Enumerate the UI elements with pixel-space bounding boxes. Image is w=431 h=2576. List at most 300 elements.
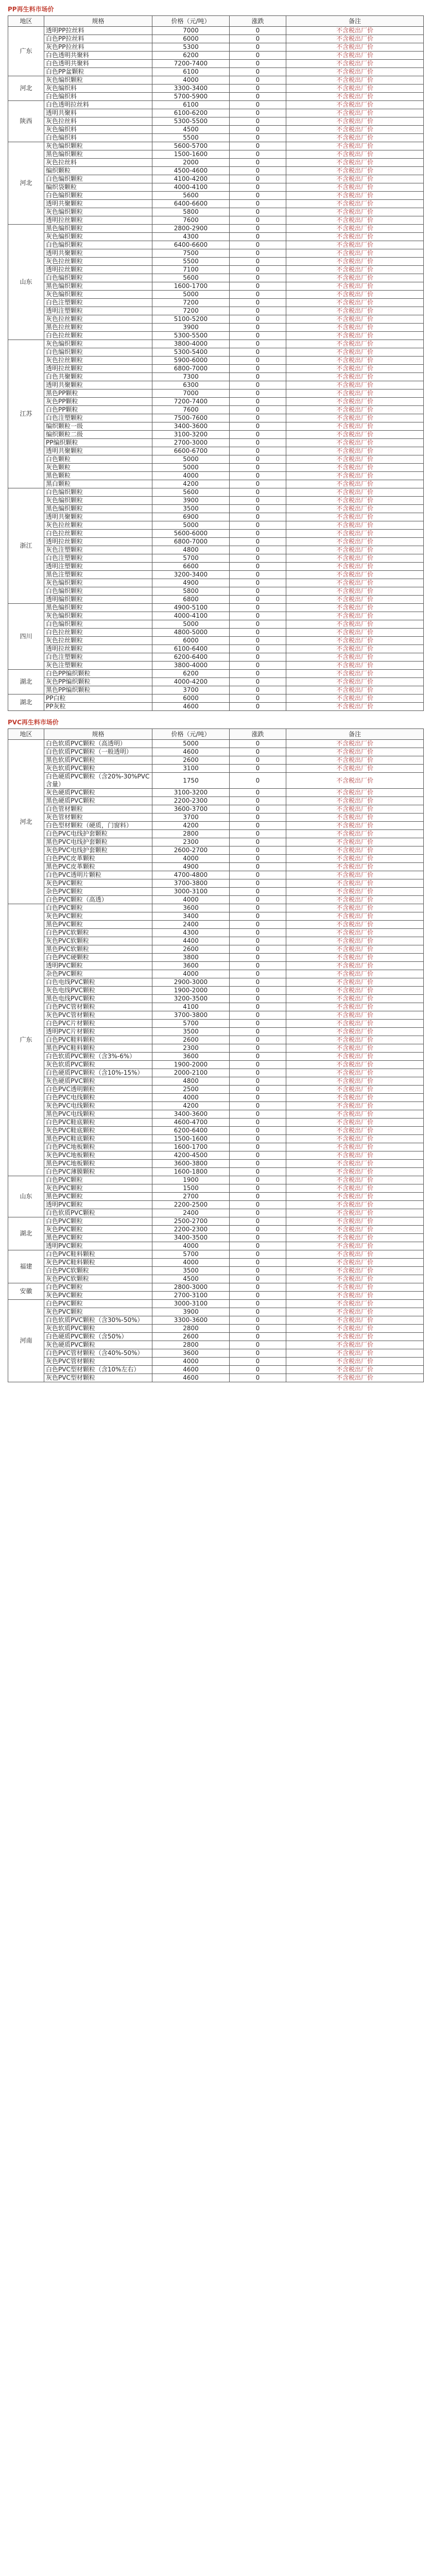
price-cell: 5700-5900 bbox=[152, 93, 230, 101]
price-cell: 7200 bbox=[152, 307, 230, 315]
spec-cell: 白色拉丝颗粒 bbox=[44, 332, 152, 340]
spec-cell: 灰色PVC颗粒 bbox=[44, 1226, 152, 1234]
note-cell: 不含税出厂价 bbox=[286, 266, 424, 274]
change-cell: 0 bbox=[230, 1151, 286, 1160]
note-cell: 不含税出厂价 bbox=[286, 1094, 424, 1102]
page bbox=[0, 5, 431, 1382]
note-cell: 不含税出厂价 bbox=[286, 1143, 424, 1151]
spec-cell: 灰色PVC型材颗粒 bbox=[44, 1374, 152, 1382]
change-cell: 0 bbox=[230, 521, 286, 530]
spec-cell: 灰色编织颗粒 bbox=[44, 76, 152, 84]
price-cell: 7000 bbox=[152, 27, 230, 35]
price-cell: 3600-3800 bbox=[152, 1160, 230, 1168]
change-cell: 0 bbox=[230, 1358, 286, 1366]
note-cell: 不含税出厂价 bbox=[286, 1217, 424, 1226]
spec-cell: 灰色PVC颗粒 bbox=[44, 1184, 152, 1193]
table-row bbox=[8, 315, 424, 324]
change-cell: 0 bbox=[230, 1341, 286, 1349]
spec-cell: 黑色拉丝颗粒 bbox=[44, 324, 152, 332]
table-row bbox=[8, 472, 424, 480]
table-row bbox=[8, 765, 424, 773]
change-cell: 0 bbox=[230, 987, 286, 995]
price-cell: 2200-2300 bbox=[152, 1226, 230, 1234]
note-cell: 不含税出厂价 bbox=[286, 216, 424, 225]
spec-cell: 白色透明拉丝料 bbox=[44, 101, 152, 109]
price-cell: 6100 bbox=[152, 101, 230, 109]
table-row bbox=[8, 60, 424, 68]
change-cell: 0 bbox=[230, 93, 286, 101]
price-cell: 5300-5400 bbox=[152, 348, 230, 357]
price-cell: 4500-4600 bbox=[152, 167, 230, 175]
change-cell: 0 bbox=[230, 414, 286, 422]
spec-cell: 白色注塑颗粒 bbox=[44, 414, 152, 422]
spec-cell: 白色管材颗粒 bbox=[44, 805, 152, 814]
spec-cell: 灰色PVC颗粒 bbox=[44, 1308, 152, 1316]
price-cell: 4700-4800 bbox=[152, 871, 230, 879]
price-cell: 1900-2000 bbox=[152, 987, 230, 995]
table-row bbox=[8, 554, 424, 563]
table-row bbox=[8, 546, 424, 554]
price-cell: 3600 bbox=[152, 1053, 230, 1061]
change-cell: 0 bbox=[230, 109, 286, 117]
note-cell: 不含税出厂价 bbox=[286, 497, 424, 505]
spec-cell: 黑色PVC皮革颗粒 bbox=[44, 863, 152, 871]
spec-cell: 黑色PP编织颗粒 bbox=[44, 686, 152, 694]
table-row bbox=[8, 879, 424, 888]
spec-cell: 灰色PP编织颗粒 bbox=[44, 678, 152, 686]
table-row bbox=[8, 93, 424, 101]
table-row bbox=[8, 1011, 424, 1020]
note-cell: 不含税出厂价 bbox=[286, 307, 424, 315]
spec-cell: 黑色PVC电线颗粒 bbox=[44, 1110, 152, 1118]
table-row bbox=[8, 995, 424, 1003]
price-cell: 6600 bbox=[152, 563, 230, 571]
note-cell: 不含税出厂价 bbox=[286, 1086, 424, 1094]
price-cell: 4000-4200 bbox=[152, 678, 230, 686]
table-row bbox=[8, 27, 424, 35]
note-cell: 不含税出厂价 bbox=[286, 464, 424, 472]
note-cell: 不含税出厂价 bbox=[286, 756, 424, 765]
spec-cell: 透明共聚颗粒 bbox=[44, 249, 152, 258]
price-cell: 3500 bbox=[152, 1267, 230, 1275]
table-row bbox=[8, 871, 424, 879]
note-cell: 不含税出厂价 bbox=[286, 398, 424, 406]
spec-cell: 透明PVC片材颗粒 bbox=[44, 1028, 152, 1036]
spec-cell: 白色PVC软颗粒 bbox=[44, 1267, 152, 1275]
spec-cell: 白色共聚颗粒 bbox=[44, 373, 152, 381]
table-row bbox=[8, 530, 424, 538]
change-cell: 0 bbox=[230, 1300, 286, 1308]
table-row bbox=[8, 1193, 424, 1201]
change-cell: 0 bbox=[230, 1118, 286, 1127]
note-cell: 不含税出厂价 bbox=[286, 962, 424, 970]
price-cell: 7500-7600 bbox=[152, 414, 230, 422]
table-row bbox=[8, 1275, 424, 1283]
change-cell: 0 bbox=[230, 126, 286, 134]
spec-cell: 白色软质PVC颗粒（高透明） bbox=[44, 740, 152, 748]
spec-cell: 灰色PVC软颗粒 bbox=[44, 1275, 152, 1283]
note-cell: 不含税出厂价 bbox=[286, 945, 424, 954]
price-cell: 7500 bbox=[152, 249, 230, 258]
price-cell: 3800 bbox=[152, 954, 230, 962]
note-cell: 不含税出厂价 bbox=[286, 1069, 424, 1077]
price-cell: 3200-3500 bbox=[152, 995, 230, 1003]
table-row bbox=[8, 1143, 424, 1151]
note-cell: 不含税出厂价 bbox=[286, 1201, 424, 1209]
spec-cell: 白色PVC皮革颗粒 bbox=[44, 855, 152, 863]
spec-cell: 灰色拉丝颗粒 bbox=[44, 315, 152, 324]
table-row bbox=[8, 970, 424, 978]
price-cell: 2000 bbox=[152, 159, 230, 167]
price-cell: 5000 bbox=[152, 455, 230, 464]
change-cell: 0 bbox=[230, 846, 286, 855]
change-cell: 0 bbox=[230, 1086, 286, 1094]
region-cell: 山东 bbox=[8, 225, 44, 340]
table-row bbox=[8, 521, 424, 530]
price-cell: 1500-1600 bbox=[152, 150, 230, 159]
change-cell: 0 bbox=[230, 789, 286, 797]
note-cell: 不含税出厂价 bbox=[286, 414, 424, 422]
change-cell: 0 bbox=[230, 571, 286, 579]
note-cell: 不含税出厂价 bbox=[286, 117, 424, 126]
table-row bbox=[8, 142, 424, 150]
price-cell: 3000-3100 bbox=[152, 888, 230, 896]
spec-cell: 白色PVC颗粒 bbox=[44, 1300, 152, 1308]
note-cell: 不含税出厂价 bbox=[286, 937, 424, 945]
note-cell: 不含税出厂价 bbox=[286, 1275, 424, 1283]
note-cell: 不含税出厂价 bbox=[286, 291, 424, 299]
note-cell: 不含税出厂价 bbox=[286, 805, 424, 814]
spec-cell: 灰色软质PVC颗粒 bbox=[44, 765, 152, 773]
price-cell: 4800 bbox=[152, 1077, 230, 1086]
change-cell: 0 bbox=[230, 1036, 286, 1044]
note-cell: 不含税出厂价 bbox=[286, 978, 424, 987]
spec-cell: 灰色PVC鞋底颗粒 bbox=[44, 1127, 152, 1135]
table-row bbox=[8, 84, 424, 93]
table-row bbox=[8, 604, 424, 612]
spec-cell: 白色PVC透明颗粒 bbox=[44, 1086, 152, 1094]
price-cell: 4000 bbox=[152, 855, 230, 863]
change-cell: 0 bbox=[230, 945, 286, 954]
price-cell: 6100 bbox=[152, 68, 230, 76]
change-cell: 0 bbox=[230, 1374, 286, 1382]
col-header-change: 涨跌 bbox=[230, 16, 286, 27]
change-cell: 0 bbox=[230, 398, 286, 406]
price-cell: 6200-6400 bbox=[152, 1127, 230, 1135]
note-cell: 不含税出厂价 bbox=[286, 93, 424, 101]
change-cell: 0 bbox=[230, 1069, 286, 1077]
change-cell: 0 bbox=[230, 978, 286, 987]
change-cell: 0 bbox=[230, 332, 286, 340]
change-cell: 0 bbox=[230, 282, 286, 291]
change-cell: 0 bbox=[230, 604, 286, 612]
spec-cell: 白色PVC电线护套颗粒 bbox=[44, 830, 152, 838]
note-cell: 不含税出厂价 bbox=[286, 431, 424, 439]
price-table bbox=[8, 728, 424, 1382]
note-cell: 不含税出厂价 bbox=[286, 126, 424, 134]
note-cell: 不含税出厂价 bbox=[286, 505, 424, 513]
price-cell: 2400 bbox=[152, 1209, 230, 1217]
note-cell: 不含税出厂价 bbox=[286, 1077, 424, 1086]
change-cell: 0 bbox=[230, 995, 286, 1003]
table-row bbox=[8, 1168, 424, 1176]
section-title: PVC再生料市场价 bbox=[8, 719, 59, 726]
spec-cell: 灰色编织颗粒 bbox=[44, 233, 152, 241]
region-cell: 山东 bbox=[8, 1176, 44, 1217]
table-row bbox=[8, 192, 424, 200]
spec-cell: 白色PP盆颗粒 bbox=[44, 68, 152, 76]
price-cell: 5600 bbox=[152, 192, 230, 200]
note-cell: 不含税出厂价 bbox=[286, 653, 424, 662]
price-cell: 5900-6000 bbox=[152, 357, 230, 365]
region-cell: 安徽 bbox=[8, 1283, 44, 1300]
price-cell: 3900 bbox=[152, 1308, 230, 1316]
price-cell: 6400-6600 bbox=[152, 200, 230, 208]
spec-cell: 透明拉丝颗粒 bbox=[44, 645, 152, 653]
price-cell: 2600 bbox=[152, 756, 230, 765]
spec-cell: 白色编织颗粒 bbox=[44, 488, 152, 497]
table-row bbox=[8, 888, 424, 896]
change-cell: 0 bbox=[230, 241, 286, 249]
note-cell: 不含税出厂价 bbox=[286, 348, 424, 357]
change-cell: 0 bbox=[230, 225, 286, 233]
table-row bbox=[8, 134, 424, 142]
table-row bbox=[8, 571, 424, 579]
change-cell: 0 bbox=[230, 513, 286, 521]
table-row bbox=[8, 1176, 424, 1184]
change-cell: 0 bbox=[230, 1275, 286, 1283]
col-header-price: 价格（元/吨） bbox=[152, 16, 230, 27]
table-row bbox=[8, 703, 424, 711]
table-row bbox=[8, 422, 424, 431]
price-cell: 2400 bbox=[152, 921, 230, 929]
pvc-price-section bbox=[8, 718, 423, 1382]
note-cell: 不含税出厂价 bbox=[286, 1242, 424, 1250]
price-cell: 2600 bbox=[152, 1333, 230, 1341]
change-cell: 0 bbox=[230, 678, 286, 686]
change-cell: 0 bbox=[230, 167, 286, 175]
price-cell: 4000 bbox=[152, 896, 230, 904]
spec-cell: PP灰粒 bbox=[44, 703, 152, 711]
price-cell: 6200 bbox=[152, 52, 230, 60]
price-cell: 6800 bbox=[152, 596, 230, 604]
note-cell: 不含税出厂价 bbox=[286, 60, 424, 68]
table-row bbox=[8, 1366, 424, 1374]
table-row bbox=[8, 1292, 424, 1300]
change-cell: 0 bbox=[230, 1110, 286, 1118]
spec-cell: 白色编织料 bbox=[44, 134, 152, 142]
note-cell: 不含税出厂价 bbox=[286, 439, 424, 447]
note-cell: 不含税出厂价 bbox=[286, 1118, 424, 1127]
change-cell: 0 bbox=[230, 871, 286, 879]
note-cell: 不含税出厂价 bbox=[286, 150, 424, 159]
region-cell: 河北 bbox=[8, 142, 44, 225]
region-cell: 广东 bbox=[8, 27, 44, 76]
spec-cell: 白色硬质PVC颗粒（含10%-15%） bbox=[44, 1069, 152, 1077]
spec-cell: 白色PVC鞋料颗粒 bbox=[44, 1036, 152, 1044]
price-cell: 2700-3100 bbox=[152, 1292, 230, 1300]
price-cell: 1500 bbox=[152, 1184, 230, 1193]
spec-cell: 灰色管材颗粒 bbox=[44, 814, 152, 822]
table-row bbox=[8, 241, 424, 249]
note-cell: 不含税出厂价 bbox=[286, 987, 424, 995]
note-cell: 不含税出厂价 bbox=[286, 455, 424, 464]
table-row bbox=[8, 1226, 424, 1234]
note-cell: 不含税出厂价 bbox=[286, 299, 424, 307]
table-row bbox=[8, 35, 424, 43]
spec-cell: PP白粒 bbox=[44, 694, 152, 703]
table-row bbox=[8, 1358, 424, 1366]
price-cell: 3800-4000 bbox=[152, 340, 230, 348]
price-cell: 6200-6400 bbox=[152, 653, 230, 662]
price-cell: 2600 bbox=[152, 1036, 230, 1044]
change-cell: 0 bbox=[230, 175, 286, 183]
table-row bbox=[8, 455, 424, 464]
price-cell: 3100 bbox=[152, 765, 230, 773]
price-cell: 4000 bbox=[152, 76, 230, 84]
note-cell: 不含税出厂价 bbox=[286, 1102, 424, 1110]
change-cell: 0 bbox=[230, 554, 286, 563]
change-cell: 0 bbox=[230, 637, 286, 645]
table-row bbox=[8, 1086, 424, 1094]
price-cell: 6300 bbox=[152, 381, 230, 389]
note-cell: 不含税出厂价 bbox=[286, 447, 424, 455]
price-cell: 4900 bbox=[152, 863, 230, 871]
price-cell: 5800 bbox=[152, 587, 230, 596]
table-row bbox=[8, 945, 424, 954]
change-cell: 0 bbox=[230, 447, 286, 455]
price-cell: 3800-4000 bbox=[152, 662, 230, 670]
note-cell: 不含税出厂价 bbox=[286, 921, 424, 929]
price-cell: 3500 bbox=[152, 505, 230, 513]
note-cell: 不含税出厂价 bbox=[286, 814, 424, 822]
note-cell: 不含税出厂价 bbox=[286, 27, 424, 35]
table-row bbox=[8, 464, 424, 472]
price-cell: 5000 bbox=[152, 620, 230, 629]
spec-cell: 白色PVC颗粒 bbox=[44, 1217, 152, 1226]
change-cell: 0 bbox=[230, 422, 286, 431]
change-cell: 0 bbox=[230, 142, 286, 150]
change-cell: 0 bbox=[230, 1234, 286, 1242]
price-cell: 4000-4100 bbox=[152, 612, 230, 620]
spec-cell: 白色PVC管材颗粒（含40%-50%） bbox=[44, 1349, 152, 1358]
price-cell: 2700 bbox=[152, 1193, 230, 1201]
table-row bbox=[8, 962, 424, 970]
table-row bbox=[8, 797, 424, 805]
price-cell: 5300-5500 bbox=[152, 117, 230, 126]
note-cell: 不含税出厂价 bbox=[286, 579, 424, 587]
price-cell: 6400-6600 bbox=[152, 241, 230, 249]
spec-cell: 白色编织料 bbox=[44, 93, 152, 101]
note-cell: 不含税出厂价 bbox=[286, 703, 424, 711]
change-cell: 0 bbox=[230, 662, 286, 670]
change-cell: 0 bbox=[230, 1168, 286, 1176]
spec-cell: 黑色PVC地板颗粒 bbox=[44, 1160, 152, 1168]
spec-cell: 黑色编织颗粒 bbox=[44, 282, 152, 291]
spec-cell: 白色PVC透明片颗粒 bbox=[44, 871, 152, 879]
table-row bbox=[8, 52, 424, 60]
note-cell: 不含税出厂价 bbox=[286, 1283, 424, 1292]
region-cell: 湖北 bbox=[8, 1217, 44, 1250]
note-cell: 不含税出厂价 bbox=[286, 1333, 424, 1341]
table-row bbox=[8, 447, 424, 455]
note-cell: 不含税出厂价 bbox=[286, 422, 424, 431]
spec-cell: 白色电线PVC颗粒 bbox=[44, 978, 152, 987]
note-cell: 不含税出厂价 bbox=[286, 373, 424, 381]
price-cell: 4800 bbox=[152, 546, 230, 554]
table-row bbox=[8, 1325, 424, 1333]
region-cell: 福建 bbox=[8, 1250, 44, 1283]
spec-cell: 灰色注塑颗粒 bbox=[44, 662, 152, 670]
spec-cell: 灰色编织颗粒 bbox=[44, 497, 152, 505]
note-cell: 不含税出厂价 bbox=[286, 1349, 424, 1358]
price-cell: 3600 bbox=[152, 1349, 230, 1358]
table-row bbox=[8, 563, 424, 571]
price-cell: 1600-1700 bbox=[152, 282, 230, 291]
note-cell: 不含税出厂价 bbox=[286, 904, 424, 912]
change-cell: 0 bbox=[230, 921, 286, 929]
note-cell: 不含税出厂价 bbox=[286, 1061, 424, 1069]
table-row bbox=[8, 307, 424, 315]
price-cell: 7200 bbox=[152, 299, 230, 307]
spec-cell: 黑色编织颗粒 bbox=[44, 505, 152, 513]
spec-cell: 灰色PVC电线护套颗粒 bbox=[44, 846, 152, 855]
note-cell: 不含税出厂价 bbox=[286, 406, 424, 414]
change-cell: 0 bbox=[230, 381, 286, 389]
change-cell: 0 bbox=[230, 488, 286, 497]
price-cell: 2200-2300 bbox=[152, 797, 230, 805]
change-cell: 0 bbox=[230, 27, 286, 35]
note-cell: 不含税出厂价 bbox=[286, 1341, 424, 1349]
spec-cell: 灰色拉丝颗粒 bbox=[44, 357, 152, 365]
table-row bbox=[8, 109, 424, 117]
note-cell: 不含税出厂价 bbox=[286, 855, 424, 863]
change-cell: 0 bbox=[230, 765, 286, 773]
table-row bbox=[8, 431, 424, 439]
change-cell: 0 bbox=[230, 472, 286, 480]
note-cell: 不含税出厂价 bbox=[286, 1366, 424, 1374]
price-cell: 1750 bbox=[152, 773, 230, 789]
table-row bbox=[8, 488, 424, 497]
table-row bbox=[8, 1127, 424, 1135]
table-row bbox=[8, 748, 424, 756]
note-cell: 不含税出厂价 bbox=[286, 871, 424, 879]
spec-cell: 白色拉丝颗粒 bbox=[44, 530, 152, 538]
table-row bbox=[8, 1077, 424, 1086]
table-row bbox=[8, 954, 424, 962]
price-cell: 5000 bbox=[152, 521, 230, 530]
change-cell: 0 bbox=[230, 101, 286, 109]
note-cell: 不含税出厂价 bbox=[286, 1226, 424, 1234]
spec-cell: 黑色注塑颗粒 bbox=[44, 571, 152, 579]
change-cell: 0 bbox=[230, 431, 286, 439]
table-row bbox=[8, 373, 424, 381]
price-cell: 3000-3100 bbox=[152, 1300, 230, 1308]
change-cell: 0 bbox=[230, 1176, 286, 1184]
change-cell: 0 bbox=[230, 1292, 286, 1300]
table-row bbox=[8, 340, 424, 348]
price-cell: 3900 bbox=[152, 324, 230, 332]
table-row bbox=[8, 822, 424, 830]
spec-cell: 白色编织颗粒 bbox=[44, 241, 152, 249]
table-row bbox=[8, 1300, 424, 1308]
note-cell: 不含税出厂价 bbox=[286, 101, 424, 109]
note-cell: 不含税出厂价 bbox=[286, 1028, 424, 1036]
note-cell: 不含税出厂价 bbox=[286, 596, 424, 604]
spec-cell: 灰色PVC软颗粒 bbox=[44, 937, 152, 945]
table-row bbox=[8, 929, 424, 937]
spec-cell: 灰色注塑颗粒 bbox=[44, 546, 152, 554]
